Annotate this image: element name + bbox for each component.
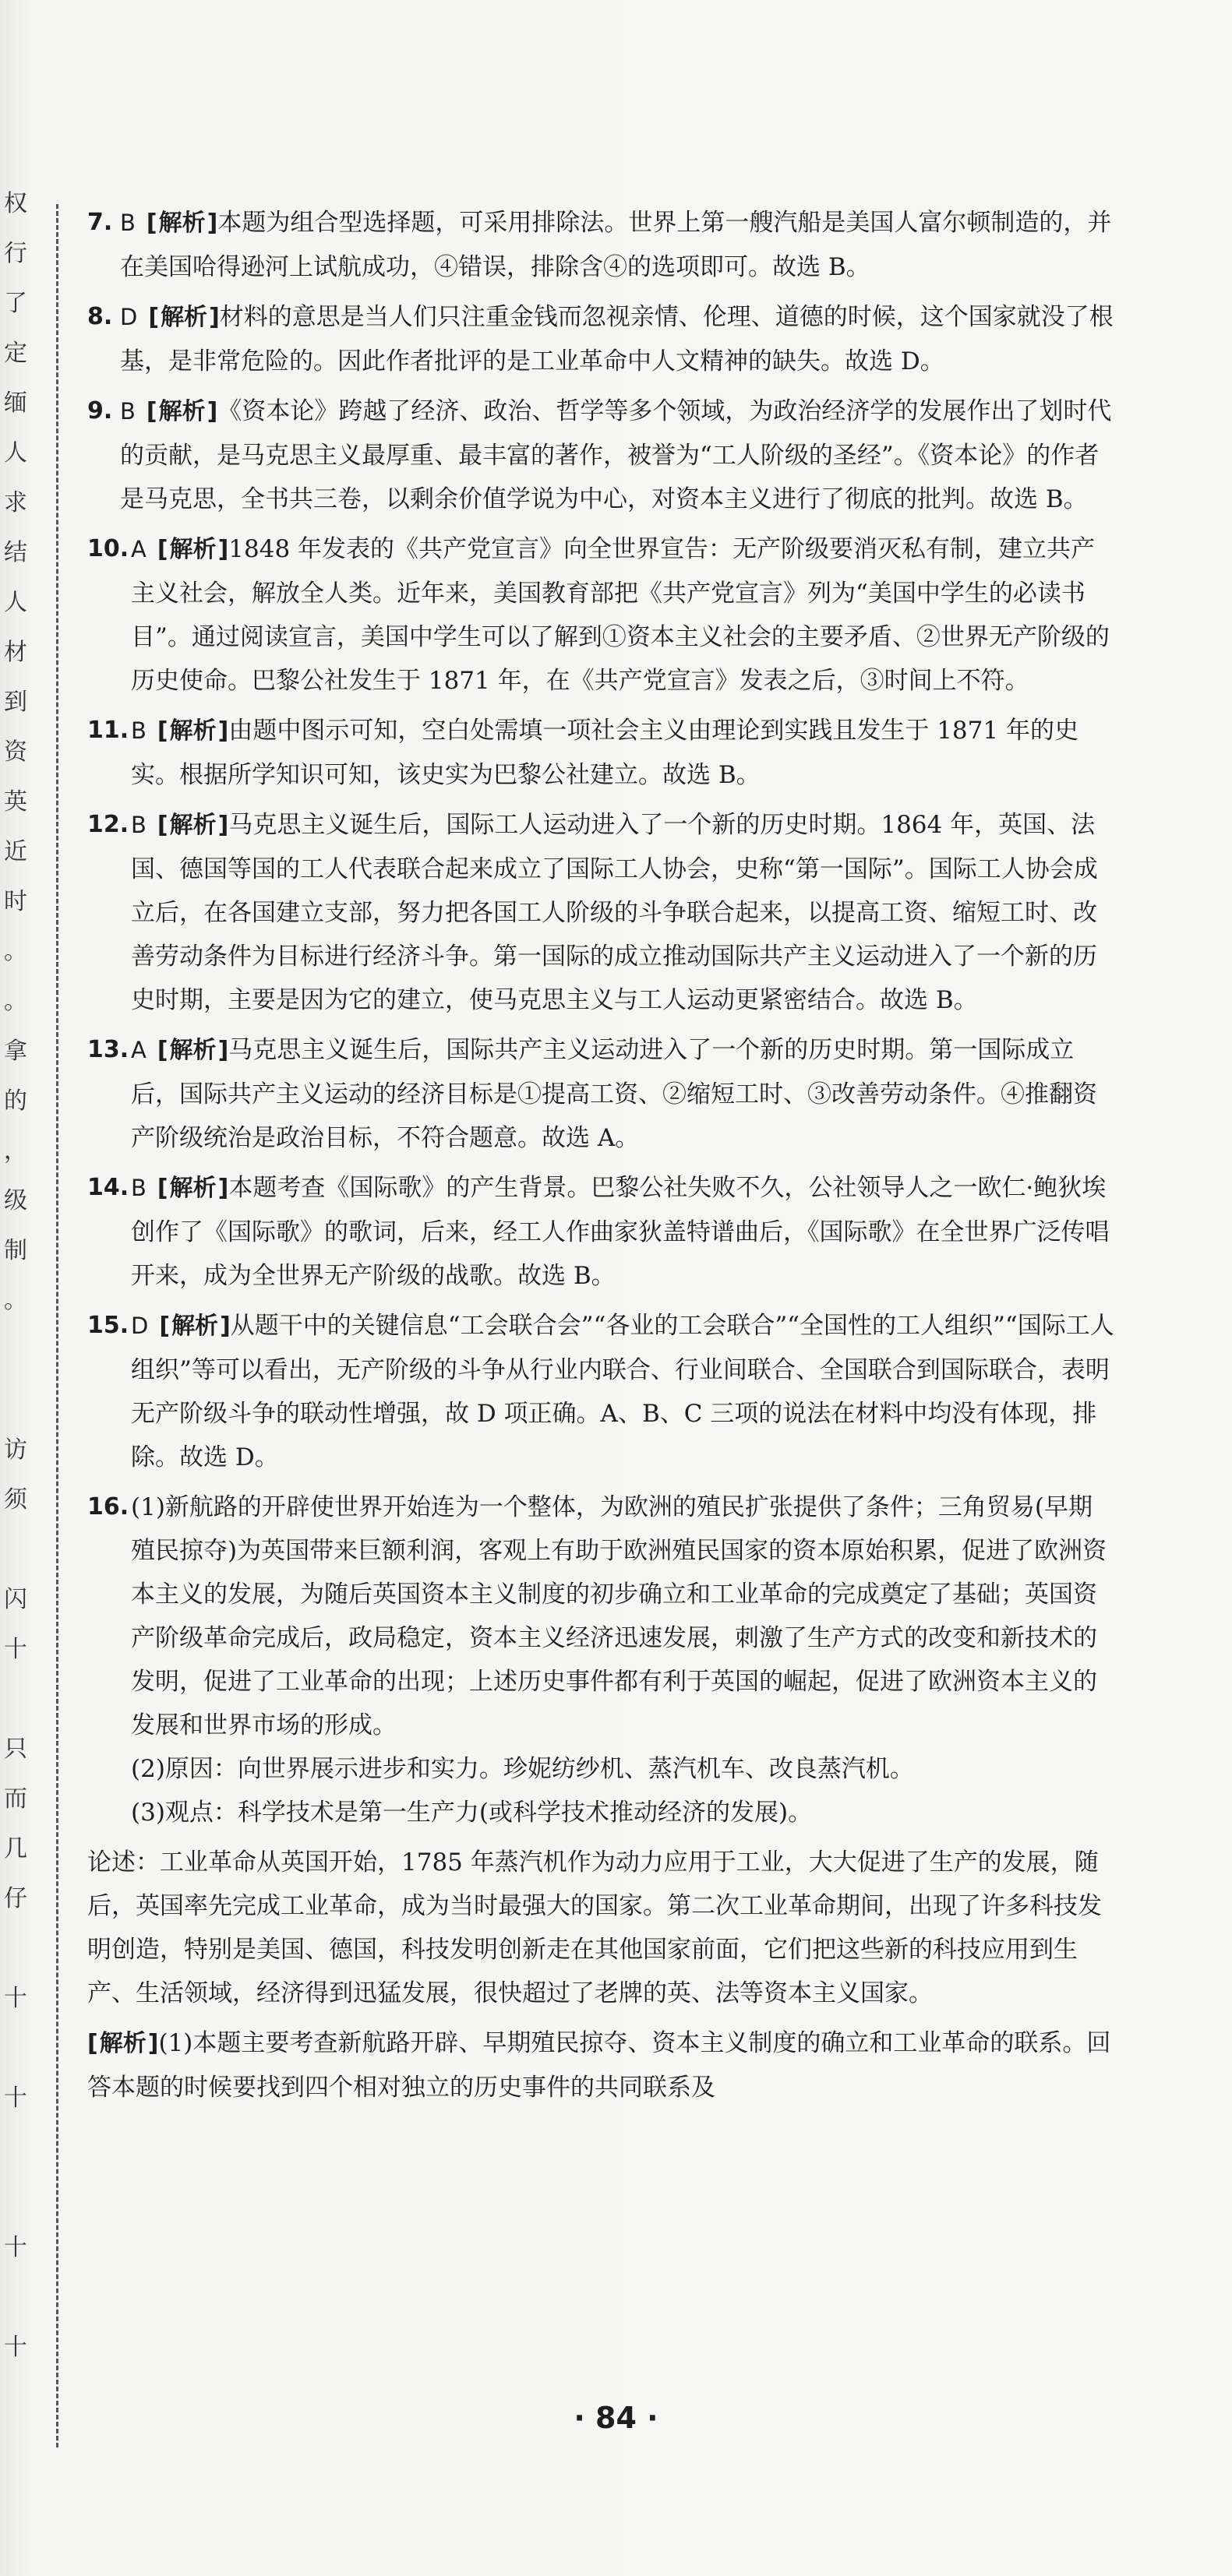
explanation-text: 材料的意思是当人们只注重金钱而忽视亲情、伦理、道德的时候，这个国家就没了根基，是非常危险的。因此作者批评的是工业革命中人文精神的缺失。故选 D。 xyxy=(120,303,1114,375)
margin-char xyxy=(0,2024,31,2074)
margin-char: 十 xyxy=(4,2334,27,2361)
margin-char: 仔 xyxy=(4,1885,27,1912)
margin-char: 而 xyxy=(4,1785,27,1813)
discussion-text: 论述：工业革命从英国开始，1785 年蒸汽机作为动力应用于工业，大大促进了生产的发展，随后，英国率先完成工业革命，成为当时最强大的国家。第二次工业革命期间，出现了许多科技发明创造，特别是美国、德国，科技发明创新走在其他国家前面，它们把这些新的科技应用到生产、生活领域，经济得到迅猛发展，很快超过了老牌的英、法等资本主义国家。 xyxy=(87,1848,1102,2007)
margin-char: 须 xyxy=(4,1486,27,1514)
answer-letter: D xyxy=(131,1313,149,1339)
question-8 xyxy=(87,295,1116,383)
margin-char: 。 xyxy=(4,938,27,965)
answer-content xyxy=(87,201,1116,2116)
analysis-tag: [ 解析 ] xyxy=(157,812,228,839)
explanation-text: 马克思主义诞生后，国际工人运动进入了一个新的历史时期。1864 年，英国、法国、德国等国的工人代表联合起来成立了国际工人协会，史称“第一国际”。国际工人协会成立后，在各国建立支部，努力把各国工人阶级的斗争联合起来，以提高工资、缩短工时、改善劳动条件为目标进行经济斗争。第一国际的成立推动国际共产主义运动进入了一个新的历史时期，主要是因为它的建立，使马克思主义与工人运动更紧密结合。故选 B。 xyxy=(131,811,1098,1014)
answer-letter: A xyxy=(131,536,146,562)
question-12 xyxy=(87,803,1116,1022)
margin-char: 缅 xyxy=(4,389,27,417)
margin-char xyxy=(0,1675,31,1725)
explanation-text: 从题干中的关键信息“工会联合会”“各业的工会联合”“全国性的工人组织”“国际工人组织”等可以看出，无产阶级的斗争从行业内联合、行业间联合、全国联合到国际联合，表明无产阶级斗争的联动性增强，故 D 项正确。A、B、C 三项的说法在材料中均没有体现，排除。故选 D。 xyxy=(131,1312,1114,1471)
margin-char: 材 xyxy=(4,639,27,666)
margin-char: 制 xyxy=(4,1237,27,1264)
margin-char: 几 xyxy=(4,1835,27,1862)
analysis-tag: [ 解析 ] xyxy=(159,1313,230,1340)
margin-char: 只 xyxy=(4,1736,27,1763)
margin-char: 结 xyxy=(4,539,27,566)
question-number: 7. xyxy=(87,209,113,236)
margin-char: ， xyxy=(4,1137,27,1165)
analysis-tag: [ 解析 ] xyxy=(157,717,228,745)
question-13 xyxy=(87,1028,1116,1160)
margin-char: 十 xyxy=(4,1636,27,1663)
margin-char: 十 xyxy=(4,2084,27,2112)
margin-char: 的 xyxy=(4,1087,27,1115)
question-number: 16. xyxy=(87,1493,129,1521)
answer-part-2: (2)原因：向世界展示进步和实力。珍妮纺纱机、蒸汽机车、改良蒸汽机。 xyxy=(131,1755,914,1783)
answer-letter: B xyxy=(120,398,136,425)
margin-char: 。 xyxy=(4,1287,27,1314)
margin-char: 。 xyxy=(4,988,27,1015)
analysis-tag: [ 解析 ] xyxy=(146,210,217,237)
page-number: · 84 · xyxy=(574,2401,658,2435)
explanation-text: 《资本论》跨越了经济、政治、哲学等多个领域，为政治经济学的发展作出了划时代的贡献，是马克思主义最厚重、最丰富的著作，被誉为“工人阶级的圣经”。《资本论》的作者是马克思，全书共三卷，以剩余价值学说为中心，对资本主义进行了彻底的批判。故选 B。 xyxy=(120,397,1112,513)
margin-char: 求 xyxy=(4,489,27,516)
answer-letter: B xyxy=(131,812,146,838)
margin-char xyxy=(0,2173,31,2223)
margin-char: 权 xyxy=(4,190,27,217)
margin-char: 英 xyxy=(4,788,27,816)
explanation-text: 本题考查《国际歌》的产生背景。巴黎公社失败不久，公社领导人之一欧仁·鲍狄埃创作了《国际歌》的歌词，后来，经工人作曲家狄盖特谱曲后，《国际歌》在全世界广泛传唱开来，成为全世界无产阶级的战歌。故选 B。 xyxy=(131,1174,1110,1290)
question-16 xyxy=(87,1485,1116,1834)
margin-char xyxy=(0,1376,31,1425)
analysis-tag: [ 解析 ] xyxy=(148,304,219,331)
margin-char: 十 xyxy=(4,1985,27,2012)
question-16-analysis xyxy=(87,2021,1116,2109)
margin-char: 拿 xyxy=(4,1038,27,1065)
left-margin-text xyxy=(0,179,31,2472)
question-7 xyxy=(87,201,1116,289)
margin-char: 级 xyxy=(4,1187,27,1214)
answer-letter: A xyxy=(131,1037,146,1063)
question-15 xyxy=(87,1304,1116,1479)
analysis-tag: [ 解析 ] xyxy=(157,536,228,563)
answer-letter: B xyxy=(120,210,136,236)
margin-char: 定 xyxy=(4,340,27,367)
question-11 xyxy=(87,709,1116,797)
margin-char xyxy=(0,1326,31,1376)
question-number: 10. xyxy=(87,535,129,562)
answer-letter: B xyxy=(131,1175,146,1201)
analysis-tag: [ 解析 ] xyxy=(157,1037,228,1064)
question-number: 15. xyxy=(87,1312,129,1339)
question-number: 12. xyxy=(87,811,129,838)
margin-char xyxy=(0,1924,31,1974)
explanation-text: 1848 年发表的《共产党宣言》向全世界宣告：无产阶级要消灭私有制，建立共产主义社会，解放全人类。近年来，美国教育部把《共产党宣言》列为“美国中学生的必读书目”。通过阅读宣言，美国中学生可以了解到①资本主义社会的主要矛盾、②世界无产阶级的历史使命。巴黎公社发生于 1871 年，在《共产党宣言》发表之后，③时间上不符。 xyxy=(131,535,1110,695)
question-number: 8. xyxy=(87,303,113,330)
question-number: 13. xyxy=(87,1036,129,1063)
margin-char: 人 xyxy=(4,589,27,616)
margin-char: 资 xyxy=(4,738,27,766)
margin-char: 访 xyxy=(4,1436,27,1464)
margin-char: 行 xyxy=(4,240,27,267)
analysis-tag: [ 解析 ] xyxy=(146,398,217,425)
margin-char: 近 xyxy=(4,838,27,865)
question-number: 14. xyxy=(87,1174,129,1201)
analysis-text: (1)本题主要考查新航路开辟、早期殖民掠夺、资本主义制度的确立和工业革命的联系。回答本题的时候要找到四个相对独立的历史事件的共同联系及 xyxy=(87,2029,1111,2102)
margin-char: 人 xyxy=(4,439,27,467)
margin-char xyxy=(0,2273,31,2323)
margin-char: 十 xyxy=(4,2234,27,2261)
question-10 xyxy=(87,527,1116,703)
margin-char: 了 xyxy=(4,290,27,317)
margin-char: 到 xyxy=(4,689,27,716)
question-number: 11. xyxy=(87,717,129,744)
answer-letter: D xyxy=(120,304,138,330)
question-14 xyxy=(87,1166,1116,1298)
margin-char: 时 xyxy=(4,888,27,915)
analysis-tag: [ 解析 ] xyxy=(87,2030,158,2057)
margin-char xyxy=(0,2123,31,2173)
explanation-text: 本题为组合型选择题，可采用排除法。世界上第一艘汽船是美国人富尔顿制造的，并在美国哈得逊河上试航成功，④错误，排除含④的选项即可。故选 B。 xyxy=(120,209,1112,281)
question-16-discussion xyxy=(87,1841,1116,2015)
question-number: 9. xyxy=(87,397,113,425)
question-9 xyxy=(87,389,1116,521)
answer-part-3: (3)观点：科学技术是第一生产力(或科学技术推动经济的发展)。 xyxy=(131,1799,813,1827)
answer-letter: B xyxy=(131,717,146,744)
margin-char: 闪 xyxy=(4,1586,27,1613)
analysis-tag: [ 解析 ] xyxy=(157,1175,228,1202)
margin-char xyxy=(0,1525,31,1575)
cut-line xyxy=(56,204,58,2447)
explanation-text: 马克思主义诞生后，国际共产主义运动进入了一个新的历史时期。第一国际成立后，国际共产主义运动的经济目标是①提高工资、②缩短工时、③改善劳动条件。④推翻资产阶级统治是政治目标，不符合题意。故选 A。 xyxy=(131,1036,1097,1152)
answer-part-1: (1)新航路的开辟使世界开始连为一个整体，为欧洲的殖民扩张提供了条件；三角贸易(早期殖民掠夺)为英国带来巨额利润，客观上有助于欧洲殖民国家的资本原始积累，促进了欧洲资本主义的发展，为随后英国资本主义制度的初步确立和工业革命的完成奠定了基础；英国资产阶级革命完成后，政局稳定，资本主义经济迅速发展，刺激了生产方式的改变和新技术的发明，促进了工业革命的出现；上述历史事件都有利于英国的崛起，促进了欧洲资本主义的发展和世界市场的形成。 xyxy=(131,1493,1107,1739)
explanation-text: 由题中图示可知，空白处需填一项社会主义由理论到实践且发生于 1871 年的史实。根据所学知识可知，该史实为巴黎公社建立。故选 B。 xyxy=(131,717,1078,789)
